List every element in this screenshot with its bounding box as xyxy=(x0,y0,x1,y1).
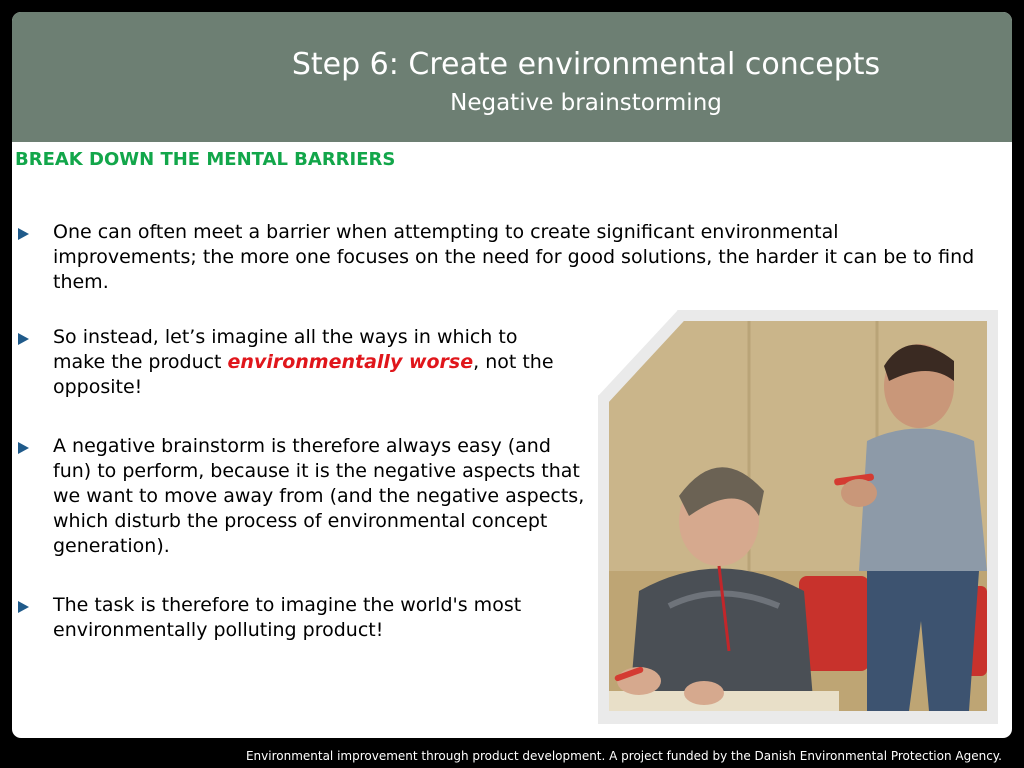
brainstorm-photo xyxy=(609,321,987,711)
bullet-arrow-icon xyxy=(18,442,29,454)
bullet-text-part: , not the opposite! xyxy=(53,351,554,398)
bullet-arrow-icon xyxy=(18,333,29,345)
bullet-arrow-icon xyxy=(18,601,29,613)
slide-title: Step 6: Create environmental concepts xyxy=(291,47,881,82)
slide-header xyxy=(12,12,1012,142)
bullet-text: One can often meet a barrier when attempting to create significant environmental improvements; the more one focuses on the need for good solutions, the harder it can be to find them. xyxy=(53,221,975,293)
bullet-text xyxy=(53,325,575,400)
bullet-arrow-icon xyxy=(18,228,29,240)
bullet-emphasis: environmentally worse xyxy=(227,351,474,373)
section-heading: BREAK DOWN THE MENTAL BARRIERS xyxy=(15,149,396,170)
bullet-text-part: So instead, let’s imagine all the ways in which to make the product xyxy=(53,326,518,373)
slide-subtitle: Negative brainstorming xyxy=(450,90,722,116)
brainstorm-photo-illustration xyxy=(609,321,987,711)
slide-footer: Environmental improvement through product development. A project funded by the Danish Environmental Protection Agency. xyxy=(245,749,1002,763)
bullet-item xyxy=(15,220,975,295)
bullet-text: A negative brainstorm is therefore always easy (and fun) to perform, because it is the negative aspects that we want to move away from (and the negative aspects, which disturb the process of environmental concept generation). xyxy=(53,435,585,557)
bullet-item xyxy=(15,325,575,400)
bullet-text: The task is therefore to imagine the world's most environmentally polluting product! xyxy=(53,594,522,641)
bullet-item xyxy=(15,593,575,643)
bullet-item xyxy=(15,434,595,559)
